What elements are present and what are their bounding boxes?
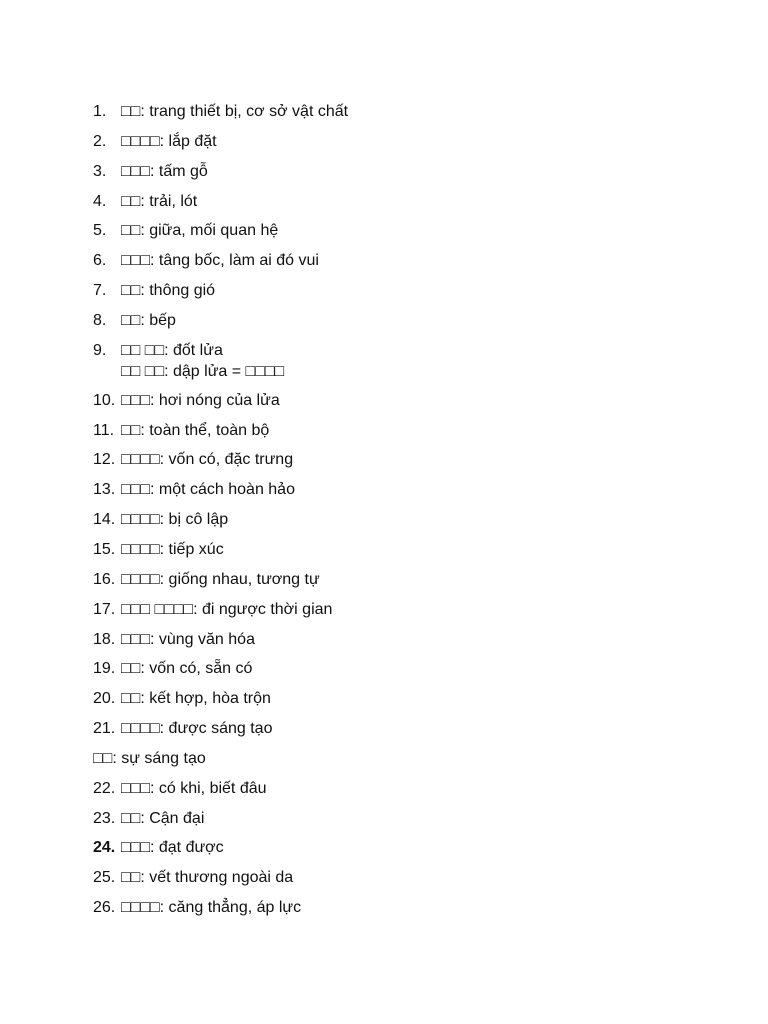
definition-line: □□□□: được sáng tạo [121, 720, 273, 738]
definition-line: □□: thông gió [121, 282, 216, 300]
item-definition [121, 310, 176, 331]
definition-line: □□□□: căng thẳng, áp lực [121, 899, 302, 917]
definition-line: □□: Cận đại [121, 809, 205, 827]
definition-line: □□: trang thiết bị, cơ sở vật chất [121, 103, 349, 120]
item-number: 4. [93, 192, 107, 210]
item-number: 2. [93, 132, 107, 150]
definition-line: □□□□: vốn có, đặc trưng [121, 451, 294, 469]
item-number: 10. [93, 391, 116, 409]
item-definition [121, 629, 255, 650]
item-number: 17. [93, 600, 116, 618]
definition-line: □□□: một cách hoàn hảo [121, 481, 295, 499]
item-definition [121, 897, 301, 918]
list-item [93, 220, 733, 250]
definition-line: □□□: tâng bốc, làm ai đó vui [121, 252, 319, 270]
item-number: 23. [93, 809, 116, 827]
list-item [93, 390, 733, 420]
definition-line: □□: trải, lót [121, 192, 198, 210]
list-item [93, 509, 733, 539]
item-definition [121, 449, 293, 470]
definition-line: □□□□: giống nhau, tương tự [121, 570, 320, 588]
item-number: 9. [93, 341, 107, 359]
item-number: 21. [93, 720, 116, 738]
definition-line: □□□□: lắp đặt [121, 132, 217, 150]
list-item [93, 569, 733, 599]
list-item [93, 778, 733, 808]
definition-line: □□□□: tiếp xúc [121, 540, 224, 558]
definition-line: □□□: hơi nóng của lửa [121, 391, 280, 409]
item-number: 22. [93, 779, 116, 797]
item-number: 25. [93, 869, 116, 887]
item-definition [121, 340, 284, 382]
item-number: 16. [93, 570, 116, 588]
item-number: 8. [93, 311, 107, 329]
list-item [93, 250, 733, 280]
item-definition [93, 748, 206, 769]
definition-line: □□□: đạt được [121, 839, 224, 857]
definition-line: □□: bếp [121, 311, 176, 329]
item-number: 18. [93, 630, 116, 648]
list-item [93, 101, 733, 131]
item-definition [121, 509, 228, 530]
item-number: 1. [93, 103, 107, 120]
item-definition [121, 220, 278, 241]
definition-line: □□: giữa, mối quan hệ [121, 222, 279, 240]
definition-line: □□□ □□□□: đi ngược thời gian [121, 600, 333, 618]
list-item [93, 867, 733, 897]
list-item [93, 131, 733, 161]
list-item [93, 449, 733, 479]
list-item [93, 340, 733, 390]
item-definition [121, 250, 319, 271]
vocabulary-list [93, 101, 733, 927]
definition-line: □□ □□: đốt lửa [121, 341, 223, 359]
item-number: 7. [93, 282, 107, 300]
definition-line: □□: vết thương ngoài da [121, 869, 294, 887]
list-item [93, 599, 733, 629]
list-item [93, 897, 733, 927]
item-number: 11. [93, 421, 115, 439]
item-definition [121, 688, 271, 709]
item-number: 3. [93, 162, 107, 180]
list-item [93, 310, 733, 340]
item-definition [121, 161, 208, 182]
item-number: 12. [93, 451, 116, 469]
item-definition [121, 191, 197, 212]
item-definition [121, 280, 215, 301]
list-item [93, 688, 733, 718]
item-number: 26. [93, 899, 116, 917]
item-definition [121, 420, 269, 441]
item-number: 14. [93, 511, 116, 529]
definition-line: □□: toàn thể, toàn bộ [121, 421, 270, 439]
list-item [93, 629, 733, 659]
item-number: 19. [93, 660, 116, 678]
list-item [93, 161, 733, 191]
item-definition [121, 808, 204, 829]
list-item [93, 718, 733, 748]
list-item [93, 748, 733, 778]
definition-line: □□: kết hợp, hòa trộn [121, 690, 271, 708]
definition-line: □□□□: bị cô lập [121, 511, 229, 529]
item-definition [121, 778, 267, 799]
item-number: 13. [93, 481, 116, 499]
list-item [93, 808, 733, 838]
list-item [93, 420, 733, 450]
item-definition [121, 479, 295, 500]
item-definition [121, 539, 224, 560]
definition-line: □□: sự sáng tạo [93, 749, 206, 767]
list-item [93, 479, 733, 509]
item-definition [121, 837, 224, 858]
list-item [93, 539, 733, 569]
item-number: 20. [93, 690, 116, 708]
item-definition [121, 599, 332, 620]
list-item [93, 280, 733, 310]
item-definition [121, 867, 293, 888]
item-number: 15. [93, 540, 116, 558]
item-definition [121, 390, 280, 411]
item-number: 24. [93, 839, 116, 857]
list-item [93, 837, 733, 867]
item-definition [121, 658, 252, 679]
item-definition [121, 101, 348, 122]
item-definition [121, 569, 320, 590]
definition-line: □□□: có khi, biết đâu [121, 779, 267, 797]
item-number: 5. [93, 222, 107, 240]
definition-line: □□□: tấm gỗ [121, 162, 208, 180]
definition-line: □□□: vùng văn hóa [121, 630, 255, 648]
list-item [93, 191, 733, 221]
list-item [93, 658, 733, 688]
definition-line: □□ □□: dập lửa = □□□□ [121, 362, 285, 380]
item-definition [121, 718, 272, 739]
item-number: 6. [93, 252, 107, 270]
item-definition [121, 131, 217, 152]
definition-line: □□: vốn có, sẵn có [121, 660, 253, 678]
